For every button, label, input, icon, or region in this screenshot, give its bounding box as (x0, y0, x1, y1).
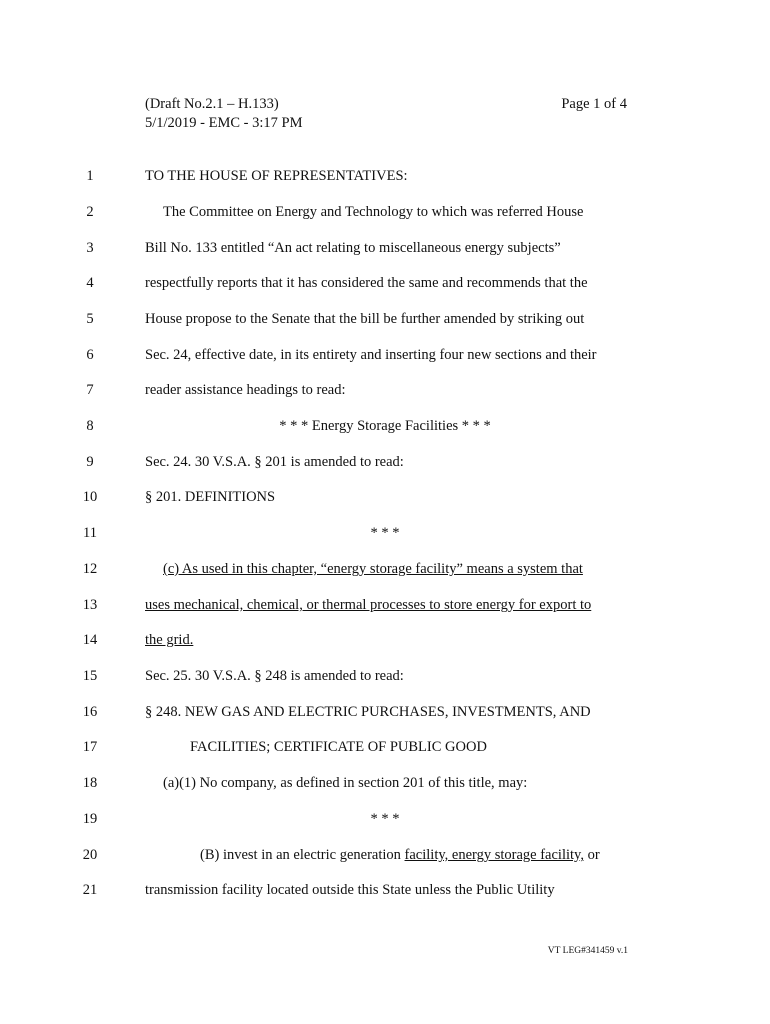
page-indicator: Page 1 of 4 (561, 96, 627, 112)
line-number: 15 (82, 668, 98, 684)
line-10 (0, 489, 770, 511)
line-21 (0, 882, 770, 904)
line-text: respectfully reports that it has considered the same and recommends that the (145, 275, 588, 291)
line-1 (0, 168, 770, 190)
line-number: 9 (86, 454, 94, 470)
line-text: § 201. DEFINITIONS (145, 489, 276, 505)
draft-date: 5/1/2019 - EMC - 3:17 PM (145, 115, 303, 131)
line-16 (0, 704, 770, 726)
line-text: TO THE HOUSE OF REPRESENTATIVES: (145, 168, 408, 184)
line-text-part: or (583, 847, 600, 863)
line-text-inserted: the grid. (145, 632, 194, 648)
line-number: 21 (82, 882, 98, 898)
line-9 (0, 454, 770, 476)
line-text (200, 847, 680, 864)
line-5 (0, 311, 770, 333)
line-text: Bill No. 133 entitled “An act relating to miscellaneous energy subjects” (145, 240, 561, 256)
section-heading: * * * Energy Storage Facilities * * * (279, 418, 491, 434)
line-4 (0, 275, 770, 297)
line-20 (0, 847, 770, 869)
line-17 (0, 739, 770, 761)
line-number: 3 (86, 240, 94, 256)
line-18 (0, 775, 770, 797)
line-text: The Committee on Energy and Technology to which was referred House (163, 204, 584, 220)
header-left (145, 95, 303, 133)
ellipsis-stars: * * * (370, 525, 400, 541)
line-8 (0, 418, 770, 440)
line-number: 11 (83, 525, 97, 541)
line-2 (0, 204, 770, 226)
line-number: 18 (82, 775, 98, 791)
line-number: 13 (82, 597, 98, 613)
line-text-inserted: uses mechanical, chemical, or thermal processes to store energy for export to (145, 597, 592, 613)
line-text: transmission facility located outside this State unless the Public Utility (145, 882, 555, 898)
draft-number: (Draft No.2.1 – H.133) (145, 96, 279, 112)
line-19 (0, 811, 770, 833)
line-text: Sec. 25. 30 V.S.A. § 248 is amended to read: (145, 668, 404, 684)
line-11 (0, 525, 770, 547)
footer-version: VT LEG#341459 v.1 (547, 946, 628, 956)
line-14 (0, 632, 770, 654)
line-number: 1 (86, 168, 94, 184)
line-text: Sec. 24, effective date, in its entirety and inserting four new sections and their (145, 347, 597, 363)
line-6 (0, 347, 770, 369)
line-13 (0, 597, 770, 619)
line-number: 16 (82, 704, 98, 720)
line-number: 20 (82, 847, 98, 863)
line-number: 10 (82, 489, 98, 505)
line-number: 4 (86, 275, 94, 291)
line-number: 7 (86, 382, 94, 398)
line-number: 6 (86, 347, 94, 363)
line-text-inserted: (c) As used in this chapter, “energy storage facility” means a system that (163, 561, 583, 577)
line-number: 17 (82, 739, 98, 755)
line-15 (0, 668, 770, 690)
line-text: FACILITIES; CERTIFICATE OF PUBLIC GOOD (190, 739, 487, 755)
line-text: (a)(1) No company, as defined in section 201 of this title, may: (163, 775, 528, 791)
ellipsis-stars: * * * (370, 811, 400, 827)
line-text-part: (B) invest in an electric generation (200, 847, 405, 863)
line-text: § 248. NEW GAS AND ELECTRIC PURCHASES, INVESTMENTS, AND (145, 704, 591, 720)
line-12 (0, 561, 770, 583)
line-number: 12 (82, 561, 98, 577)
line-3 (0, 240, 770, 262)
line-number: 14 (82, 632, 98, 648)
line-7 (0, 382, 770, 404)
line-text: House propose to the Senate that the bill be further amended by striking out (145, 311, 585, 327)
line-number: 5 (86, 311, 94, 327)
line-number: 8 (86, 418, 94, 434)
line-number: 19 (82, 811, 98, 827)
line-text-inserted: facility, energy storage facility, (404, 847, 584, 863)
line-number: 2 (86, 204, 94, 220)
line-text: reader assistance headings to read: (145, 382, 346, 398)
line-text: Sec. 24. 30 V.S.A. § 201 is amended to read: (145, 454, 404, 470)
